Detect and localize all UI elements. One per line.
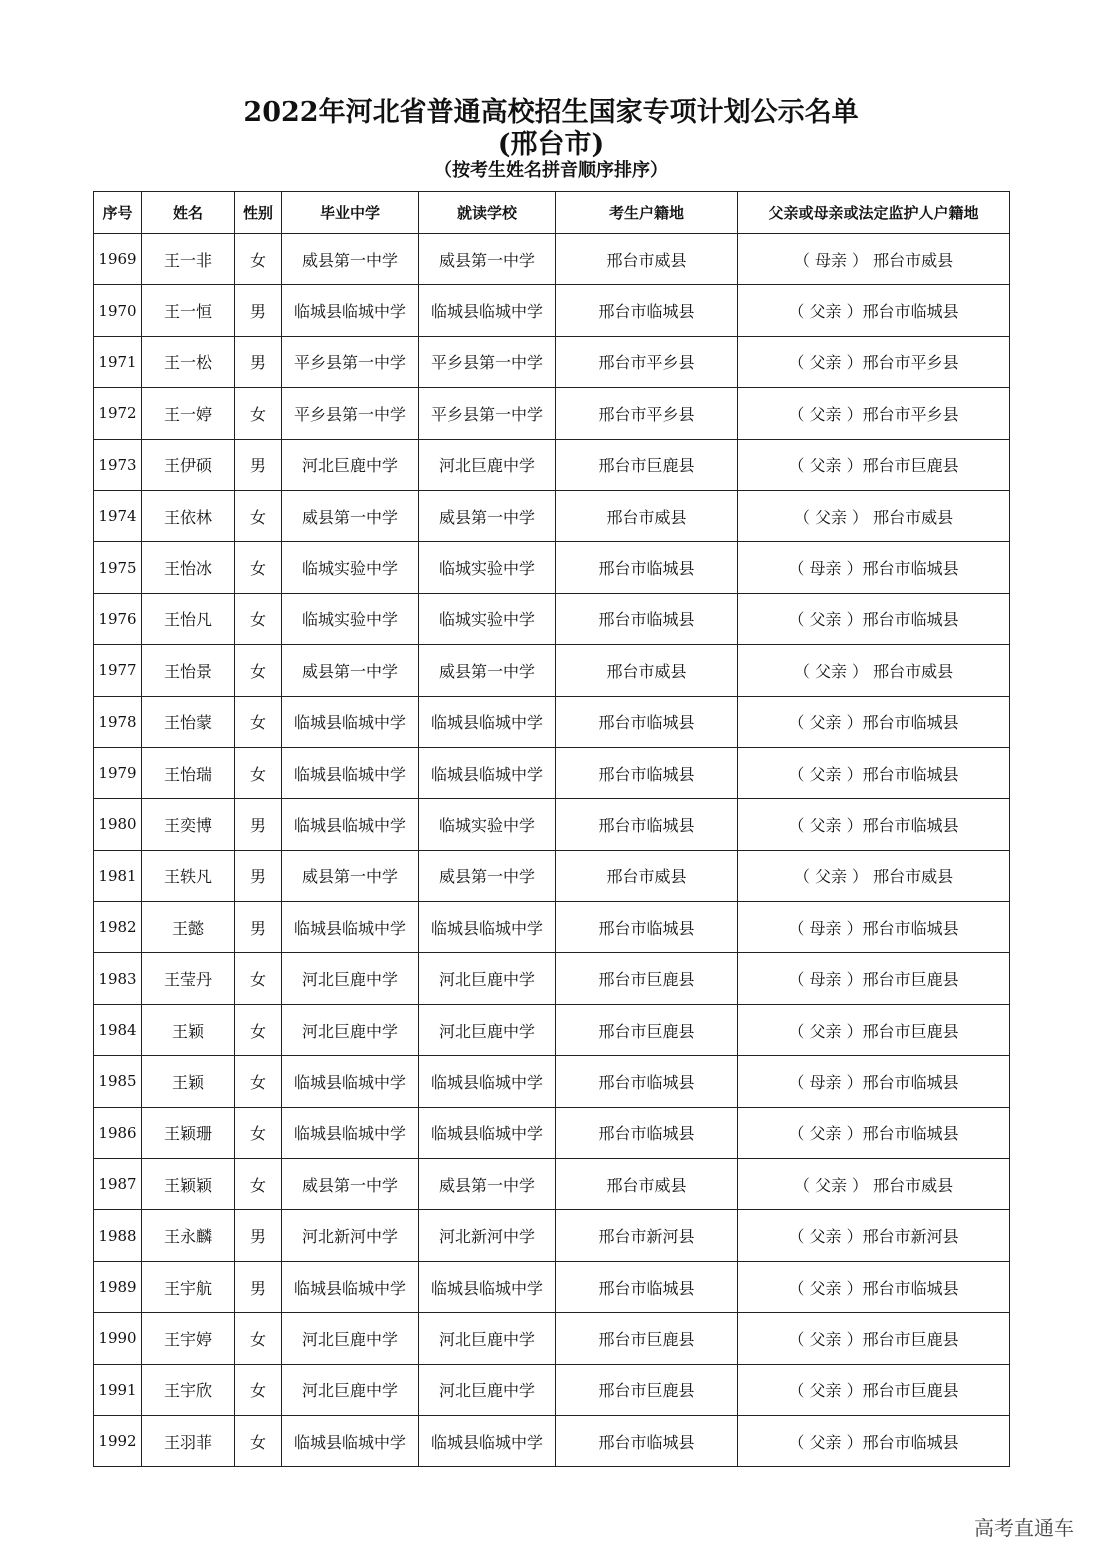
col-gender-cell: 女 bbox=[235, 234, 282, 285]
col-current-school-cell: 临城县临城中学 bbox=[419, 285, 556, 336]
col-current-school-cell: 威县第一中学 bbox=[419, 645, 556, 696]
col-graduated-school-cell: 临城县临城中学 bbox=[282, 1056, 419, 1107]
col-graduated-school-cell: 临城县临城中学 bbox=[282, 902, 419, 953]
col-gender-cell: 女 bbox=[235, 1313, 282, 1364]
col-index-cell: 1983 bbox=[94, 953, 142, 1004]
col-gender-cell: 男 bbox=[235, 902, 282, 953]
table-row bbox=[94, 696, 1010, 747]
col-current-school-cell: 河北巨鹿中学 bbox=[419, 1313, 556, 1364]
col-name-cell: 王莹丹 bbox=[142, 953, 235, 1004]
col-name-cell: 王宇航 bbox=[142, 1261, 235, 1312]
col-name-cell: 王轶凡 bbox=[142, 850, 235, 901]
col-current-school-header: 就读学校 bbox=[419, 192, 556, 234]
col-index-header: 序号 bbox=[94, 192, 142, 234]
col-candidate-domicile-cell: 邢台市平乡县 bbox=[556, 336, 738, 387]
table-header-row bbox=[94, 192, 1010, 234]
col-candidate-domicile-cell: 邢台市临城县 bbox=[556, 593, 738, 644]
col-graduated-school-cell: 临城实验中学 bbox=[282, 542, 419, 593]
col-parent-domicile-cell: （ 父亲 ） 邢台市威县 bbox=[738, 1159, 1010, 1210]
col-candidate-domicile-cell: 邢台市巨鹿县 bbox=[556, 1004, 738, 1055]
col-parent-domicile-cell: （ 父亲 ）邢台市新河县 bbox=[738, 1210, 1010, 1261]
col-candidate-domicile-cell: 邢台市临城县 bbox=[556, 542, 738, 593]
col-parent-domicile-cell: （ 父亲 ）邢台市巨鹿县 bbox=[738, 1364, 1010, 1415]
col-index-cell: 1972 bbox=[94, 388, 142, 439]
col-parent-domicile-cell: （ 母亲 ）邢台市临城县 bbox=[738, 542, 1010, 593]
col-parent-domicile-cell: （ 母亲 ）邢台市巨鹿县 bbox=[738, 953, 1010, 1004]
col-name-cell: 王颖 bbox=[142, 1056, 235, 1107]
col-name-cell: 王羽菲 bbox=[142, 1415, 235, 1466]
table-row bbox=[94, 490, 1010, 541]
table-row bbox=[94, 799, 1010, 850]
col-candidate-domicile-cell: 邢台市临城县 bbox=[556, 799, 738, 850]
col-current-school-cell: 临城县临城中学 bbox=[419, 1056, 556, 1107]
col-candidate-domicile-cell: 邢台市威县 bbox=[556, 1159, 738, 1210]
col-candidate-domicile-cell: 邢台市临城县 bbox=[556, 285, 738, 336]
col-name-cell: 王一松 bbox=[142, 336, 235, 387]
table-row bbox=[94, 1159, 1010, 1210]
col-parent-domicile-header: 父亲或母亲或法定监护人户籍地 bbox=[738, 192, 1010, 234]
col-current-school-cell: 临城县临城中学 bbox=[419, 1415, 556, 1466]
col-gender-cell: 女 bbox=[235, 593, 282, 644]
col-candidate-domicile-cell: 邢台市临城县 bbox=[556, 1415, 738, 1466]
col-name-cell: 王怡瑞 bbox=[142, 747, 235, 798]
col-parent-domicile-cell: （ 父亲 ）邢台市平乡县 bbox=[738, 336, 1010, 387]
col-parent-domicile-cell: （ 父亲 ）邢台市临城县 bbox=[738, 799, 1010, 850]
table-row bbox=[94, 1004, 1010, 1055]
col-graduated-school-cell: 平乡县第一中学 bbox=[282, 388, 419, 439]
col-graduated-school-cell: 威县第一中学 bbox=[282, 850, 419, 901]
table-row bbox=[94, 1364, 1010, 1415]
col-candidate-domicile-cell: 邢台市巨鹿县 bbox=[556, 439, 738, 490]
col-gender-cell: 女 bbox=[235, 490, 282, 541]
col-current-school-cell: 威县第一中学 bbox=[419, 1159, 556, 1210]
col-name-cell: 王依林 bbox=[142, 490, 235, 541]
col-current-school-cell: 临城县临城中学 bbox=[419, 747, 556, 798]
candidate-table bbox=[93, 191, 1010, 1467]
col-graduated-school-cell: 临城县临城中学 bbox=[282, 696, 419, 747]
col-gender-cell: 女 bbox=[235, 953, 282, 1004]
col-index-cell: 1973 bbox=[94, 439, 142, 490]
col-graduated-school-header: 毕业中学 bbox=[282, 192, 419, 234]
col-candidate-domicile-cell: 邢台市临城县 bbox=[556, 902, 738, 953]
col-gender-cell: 男 bbox=[235, 850, 282, 901]
table-row bbox=[94, 439, 1010, 490]
sort-note: （按考生姓名拼音顺序排序） bbox=[434, 160, 668, 181]
table-row bbox=[94, 285, 1010, 336]
col-graduated-school-cell: 威县第一中学 bbox=[282, 490, 419, 541]
col-current-school-cell: 临城实验中学 bbox=[419, 593, 556, 644]
col-gender-cell: 女 bbox=[235, 1107, 282, 1158]
col-gender-cell: 女 bbox=[235, 1004, 282, 1055]
col-gender-cell: 男 bbox=[235, 1261, 282, 1312]
col-index-cell: 1988 bbox=[94, 1210, 142, 1261]
col-graduated-school-cell: 河北巨鹿中学 bbox=[282, 1313, 419, 1364]
col-candidate-domicile-cell: 邢台市临城县 bbox=[556, 696, 738, 747]
col-index-cell: 1985 bbox=[94, 1056, 142, 1107]
col-parent-domicile-cell: （ 父亲 ）邢台市临城县 bbox=[738, 1261, 1010, 1312]
col-gender-cell: 女 bbox=[235, 747, 282, 798]
col-name-cell: 王宇婷 bbox=[142, 1313, 235, 1364]
col-name-cell: 王伊硕 bbox=[142, 439, 235, 490]
col-parent-domicile-cell: （ 母亲 ）邢台市临城县 bbox=[738, 1056, 1010, 1107]
col-graduated-school-cell: 临城县临城中学 bbox=[282, 285, 419, 336]
col-graduated-school-cell: 河北巨鹿中学 bbox=[282, 439, 419, 490]
col-gender-cell: 男 bbox=[235, 1210, 282, 1261]
col-index-cell: 1984 bbox=[94, 1004, 142, 1055]
col-current-school-cell: 河北巨鹿中学 bbox=[419, 439, 556, 490]
col-gender-cell: 女 bbox=[235, 696, 282, 747]
col-graduated-school-cell: 临城县临城中学 bbox=[282, 1415, 419, 1466]
col-current-school-cell: 威县第一中学 bbox=[419, 234, 556, 285]
col-current-school-cell: 河北巨鹿中学 bbox=[419, 1364, 556, 1415]
col-current-school-cell: 河北新河中学 bbox=[419, 1210, 556, 1261]
table-row bbox=[94, 593, 1010, 644]
table-row bbox=[94, 542, 1010, 593]
col-name-cell: 王永麟 bbox=[142, 1210, 235, 1261]
col-parent-domicile-cell: （ 父亲 ） 邢台市威县 bbox=[738, 490, 1010, 541]
col-graduated-school-cell: 临城县临城中学 bbox=[282, 1107, 419, 1158]
col-index-cell: 1989 bbox=[94, 1261, 142, 1312]
table-row bbox=[94, 388, 1010, 439]
col-parent-domicile-cell: （ 父亲 ）邢台市临城县 bbox=[738, 747, 1010, 798]
col-name-cell: 王怡冰 bbox=[142, 542, 235, 593]
table-row bbox=[94, 1415, 1010, 1466]
col-candidate-domicile-cell: 邢台市临城县 bbox=[556, 1056, 738, 1107]
col-index-cell: 1981 bbox=[94, 850, 142, 901]
table-row bbox=[94, 1107, 1010, 1158]
col-candidate-domicile-cell: 邢台市威县 bbox=[556, 645, 738, 696]
col-graduated-school-cell: 临城实验中学 bbox=[282, 593, 419, 644]
col-candidate-domicile-cell: 邢台市临城县 bbox=[556, 747, 738, 798]
col-name-cell: 王怡蒙 bbox=[142, 696, 235, 747]
col-index-cell: 1990 bbox=[94, 1313, 142, 1364]
col-candidate-domicile-cell: 邢台市平乡县 bbox=[556, 388, 738, 439]
col-graduated-school-cell: 威县第一中学 bbox=[282, 645, 419, 696]
col-index-cell: 1979 bbox=[94, 747, 142, 798]
col-index-cell: 1982 bbox=[94, 902, 142, 953]
col-gender-cell: 男 bbox=[235, 285, 282, 336]
col-name-cell: 王奕博 bbox=[142, 799, 235, 850]
col-index-cell: 1977 bbox=[94, 645, 142, 696]
col-graduated-school-cell: 平乡县第一中学 bbox=[282, 336, 419, 387]
table-row bbox=[94, 1313, 1010, 1364]
col-candidate-domicile-header: 考生户籍地 bbox=[556, 192, 738, 234]
col-graduated-school-cell: 临城县临城中学 bbox=[282, 1261, 419, 1312]
col-name-cell: 王一婷 bbox=[142, 388, 235, 439]
col-parent-domicile-cell: （ 父亲 ）邢台市临城县 bbox=[738, 1415, 1010, 1466]
col-gender-cell: 女 bbox=[235, 542, 282, 593]
watermark: 高考直通车 bbox=[974, 1516, 1074, 1540]
col-current-school-cell: 威县第一中学 bbox=[419, 490, 556, 541]
col-candidate-domicile-cell: 邢台市威县 bbox=[556, 234, 738, 285]
col-index-cell: 1974 bbox=[94, 490, 142, 541]
col-graduated-school-cell: 威县第一中学 bbox=[282, 1159, 419, 1210]
col-name-cell: 王怡凡 bbox=[142, 593, 235, 644]
table-row bbox=[94, 1210, 1010, 1261]
col-candidate-domicile-cell: 邢台市临城县 bbox=[556, 1261, 738, 1312]
col-current-school-cell: 威县第一中学 bbox=[419, 850, 556, 901]
document-title: 2022年河北省普通高校招生国家专项计划公示名单 bbox=[243, 97, 859, 128]
col-current-school-cell: 平乡县第一中学 bbox=[419, 336, 556, 387]
table-body bbox=[94, 234, 1010, 1467]
col-candidate-domicile-cell: 邢台市巨鹿县 bbox=[556, 953, 738, 1004]
col-graduated-school-cell: 河北巨鹿中学 bbox=[282, 1004, 419, 1055]
col-name-cell: 王怡景 bbox=[142, 645, 235, 696]
table-row bbox=[94, 234, 1010, 285]
col-name-cell: 王懿 bbox=[142, 902, 235, 953]
table-row bbox=[94, 1261, 1010, 1312]
col-name-cell: 王颖颖 bbox=[142, 1159, 235, 1210]
col-parent-domicile-cell: （ 父亲 ）邢台市巨鹿县 bbox=[738, 1004, 1010, 1055]
col-current-school-cell: 临城县临城中学 bbox=[419, 902, 556, 953]
col-parent-domicile-cell: （ 父亲 ）邢台市巨鹿县 bbox=[738, 1313, 1010, 1364]
col-name-cell: 王一非 bbox=[142, 234, 235, 285]
col-graduated-school-cell: 河北巨鹿中学 bbox=[282, 953, 419, 1004]
col-gender-cell: 女 bbox=[235, 645, 282, 696]
col-current-school-cell: 河北巨鹿中学 bbox=[419, 1004, 556, 1055]
col-graduated-school-cell: 临城县临城中学 bbox=[282, 747, 419, 798]
col-name-cell: 王颖珊 bbox=[142, 1107, 235, 1158]
col-index-cell: 1978 bbox=[94, 696, 142, 747]
col-index-cell: 1980 bbox=[94, 799, 142, 850]
col-parent-domicile-cell: （ 母亲 ） 邢台市威县 bbox=[738, 234, 1010, 285]
col-index-cell: 1975 bbox=[94, 542, 142, 593]
col-gender-cell: 女 bbox=[235, 1159, 282, 1210]
col-gender-cell: 男 bbox=[235, 336, 282, 387]
col-current-school-cell: 临城实验中学 bbox=[419, 799, 556, 850]
col-parent-domicile-cell: （ 父亲 ）邢台市临城县 bbox=[738, 593, 1010, 644]
col-gender-cell: 女 bbox=[235, 388, 282, 439]
col-gender-cell: 男 bbox=[235, 799, 282, 850]
col-current-school-cell: 平乡县第一中学 bbox=[419, 388, 556, 439]
col-parent-domicile-cell: （ 父亲 ）邢台市平乡县 bbox=[738, 388, 1010, 439]
col-gender-cell: 女 bbox=[235, 1056, 282, 1107]
col-current-school-cell: 临城县临城中学 bbox=[419, 696, 556, 747]
col-graduated-school-cell: 临城县临城中学 bbox=[282, 799, 419, 850]
table-row bbox=[94, 850, 1010, 901]
col-index-cell: 1970 bbox=[94, 285, 142, 336]
table-row bbox=[94, 1056, 1010, 1107]
col-parent-domicile-cell: （ 父亲 ） 邢台市威县 bbox=[738, 850, 1010, 901]
col-candidate-domicile-cell: 邢台市威县 bbox=[556, 850, 738, 901]
table-row bbox=[94, 336, 1010, 387]
col-current-school-cell: 河北巨鹿中学 bbox=[419, 953, 556, 1004]
col-graduated-school-cell: 河北巨鹿中学 bbox=[282, 1364, 419, 1415]
col-index-cell: 1976 bbox=[94, 593, 142, 644]
col-graduated-school-cell: 河北新河中学 bbox=[282, 1210, 419, 1261]
col-name-cell: 王颖 bbox=[142, 1004, 235, 1055]
col-gender-header: 性别 bbox=[235, 192, 282, 234]
table-row bbox=[94, 747, 1010, 798]
col-gender-cell: 男 bbox=[235, 439, 282, 490]
col-parent-domicile-cell: （ 父亲 ）邢台市临城县 bbox=[738, 696, 1010, 747]
col-candidate-domicile-cell: 邢台市威县 bbox=[556, 490, 738, 541]
col-parent-domicile-cell: （ 父亲 ）邢台市巨鹿县 bbox=[738, 439, 1010, 490]
col-name-cell: 王一恒 bbox=[142, 285, 235, 336]
col-name-header: 姓名 bbox=[142, 192, 235, 234]
col-index-cell: 1991 bbox=[94, 1364, 142, 1415]
col-name-cell: 王宇欣 bbox=[142, 1364, 235, 1415]
col-gender-cell: 女 bbox=[235, 1415, 282, 1466]
col-current-school-cell: 临城实验中学 bbox=[419, 542, 556, 593]
col-index-cell: 1986 bbox=[94, 1107, 142, 1158]
col-candidate-domicile-cell: 邢台市巨鹿县 bbox=[556, 1313, 738, 1364]
table-row bbox=[94, 953, 1010, 1004]
col-current-school-cell: 临城县临城中学 bbox=[419, 1107, 556, 1158]
col-candidate-domicile-cell: 邢台市新河县 bbox=[556, 1210, 738, 1261]
table-row bbox=[94, 645, 1010, 696]
col-parent-domicile-cell: （ 母亲 ）邢台市临城县 bbox=[738, 902, 1010, 953]
col-current-school-cell: 临城县临城中学 bbox=[419, 1261, 556, 1312]
col-index-cell: 1992 bbox=[94, 1415, 142, 1466]
col-parent-domicile-cell: （ 父亲 ） 邢台市威县 bbox=[738, 645, 1010, 696]
col-graduated-school-cell: 威县第一中学 bbox=[282, 234, 419, 285]
col-parent-domicile-cell: （ 父亲 ）邢台市临城县 bbox=[738, 285, 1010, 336]
col-index-cell: 1969 bbox=[94, 234, 142, 285]
col-gender-cell: 女 bbox=[235, 1364, 282, 1415]
col-index-cell: 1987 bbox=[94, 1159, 142, 1210]
col-parent-domicile-cell: （ 父亲 ）邢台市临城县 bbox=[738, 1107, 1010, 1158]
col-candidate-domicile-cell: 邢台市临城县 bbox=[556, 1107, 738, 1158]
table-row bbox=[94, 902, 1010, 953]
document-subtitle: (邢台市) bbox=[497, 129, 605, 160]
col-index-cell: 1971 bbox=[94, 336, 142, 387]
col-candidate-domicile-cell: 邢台市巨鹿县 bbox=[556, 1364, 738, 1415]
